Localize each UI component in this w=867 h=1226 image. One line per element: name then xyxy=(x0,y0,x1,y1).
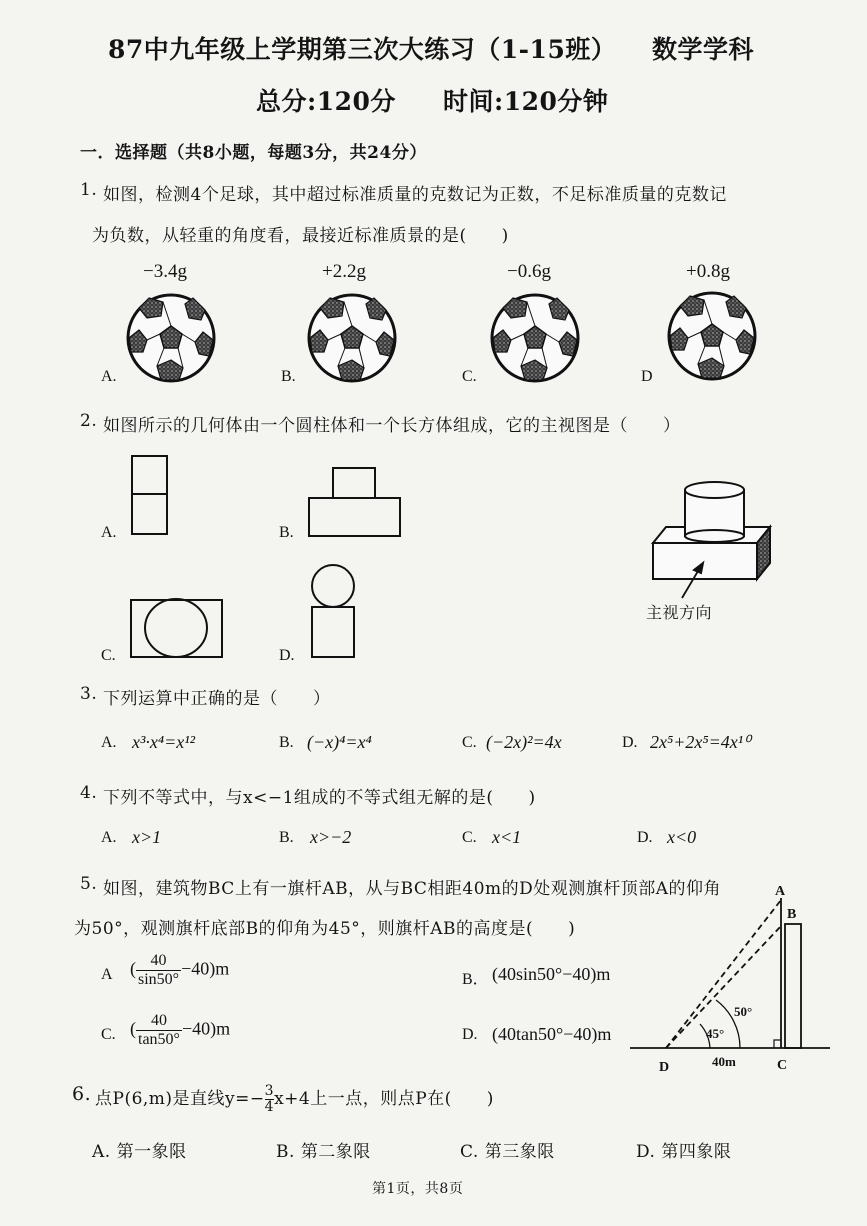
q6-option-c xyxy=(460,1137,555,1162)
q5-option-c-letter: C. xyxy=(101,1026,116,1043)
q3-option-a-letter: A. xyxy=(101,734,117,751)
option-a-view xyxy=(132,456,167,534)
view-direction-label: 主视方向 xyxy=(646,603,713,622)
q2-option-b-letter: B. xyxy=(279,524,294,541)
q6-option-b-text: 第二象限 xyxy=(300,1142,371,1162)
q6-frac-denominator: 4 xyxy=(264,1099,275,1115)
q3-stem: 下列运算中正确的是（ ） xyxy=(103,689,331,709)
q5-a-denominator: sin50° xyxy=(138,971,180,988)
ball-d-weight: +0.8g xyxy=(686,261,730,282)
point-c-label: C xyxy=(777,1058,788,1073)
ball-d-letter: D xyxy=(641,368,653,385)
q4-option-b-expr: x>−2 xyxy=(310,827,352,847)
q5-c-numerator: 40 xyxy=(136,1012,182,1031)
q6-option-d xyxy=(636,1137,731,1162)
q1-stem-line1: 如图，检测4个足球，其中超过标准质量的克数记为正数，不足标准质量的克数记 xyxy=(103,185,727,205)
q4-option-a-expr: x>1 xyxy=(132,827,162,847)
q4-option-d-expr: x<0 xyxy=(667,827,697,847)
q4-option-a-letter: A. xyxy=(101,829,117,846)
q5-a-numerator: 40 xyxy=(136,952,181,971)
q5-stem-line1: 如图，建筑物BC上有一旗杆AB，从与BC相距40m的D处观测旗杆顶部A的仰角 xyxy=(103,879,722,899)
q3-number: 3. xyxy=(80,684,98,704)
q2-number: 2. xyxy=(80,411,98,431)
q3-option-b-letter: B. xyxy=(279,734,294,751)
point-d-label: D xyxy=(659,1060,670,1075)
q2-option-a-letter: A. xyxy=(101,524,117,541)
distance-label: 40m xyxy=(712,1054,736,1069)
q6-frac-numerator: 3 xyxy=(264,1083,275,1099)
q6-option-c-text: 第三象限 xyxy=(484,1142,555,1162)
point-b-label: B xyxy=(787,907,797,922)
option-d-view xyxy=(312,565,354,657)
ball-b-letter: B. xyxy=(281,368,296,385)
q6-option-a xyxy=(92,1137,187,1162)
q6-option-d-text: 第四象限 xyxy=(661,1142,732,1162)
solid-figure xyxy=(653,482,770,598)
q5-a-tail: −40)m xyxy=(181,958,230,979)
q5-option-d-expr: (40tan50°−40)m xyxy=(492,1024,612,1044)
option-b-view xyxy=(309,468,400,536)
q6-option-d-letter: D. xyxy=(636,1142,656,1162)
q4-option-c-expr: x<1 xyxy=(492,827,522,847)
q3-option-d-expr: 2x⁵+2x⁵=4x¹⁰ xyxy=(650,732,751,752)
soccer-ball-d xyxy=(669,293,755,379)
q2-option-c-letter: C. xyxy=(101,647,116,664)
soccer-ball-a xyxy=(128,295,214,381)
total-score: 总分:120分 xyxy=(256,87,396,116)
q4-option-c-letter: C. xyxy=(462,829,477,846)
q3-option-c-letter: C. xyxy=(462,734,477,751)
q6-option-b-letter: B. xyxy=(276,1142,295,1162)
q6-option-b xyxy=(276,1137,371,1162)
soccer-ball-c xyxy=(492,295,578,381)
subject-title: 数学学科 xyxy=(652,35,755,64)
q4-stem: 下列不等式中，与x<−1组成的不等式组无解的是( ) xyxy=(103,788,536,808)
q1-number: 1. xyxy=(80,180,98,200)
q5-option-a-letter: A xyxy=(101,966,113,983)
q3-option-a-expr: x³·x⁴=x¹² xyxy=(132,732,196,752)
q6-stem-pre: 点P(6,m)是直线y=− xyxy=(95,1089,265,1109)
q5-stem-line2: 为50°，观测旗杆底部B的仰角为45°，则旗杆AB的高度是( ) xyxy=(74,919,576,939)
q5-c-denominator: tan50° xyxy=(138,1031,180,1048)
q5-c-tail: −40)m xyxy=(181,1018,231,1039)
q6-stem-post: x+4上一点，则点P在( ) xyxy=(274,1089,494,1109)
ball-c-weight: −0.6g xyxy=(507,261,551,282)
q5-option-b-letter: B． xyxy=(462,971,489,988)
angle-45-label: 45° xyxy=(706,1026,725,1041)
q3-option-c-expr: (−2x)²=4x xyxy=(486,732,562,752)
page-number: 第1页，共8页 xyxy=(372,1181,464,1197)
q4-number: 4. xyxy=(80,783,98,803)
option-c-view xyxy=(131,599,222,657)
q6-option-a-text: 第一象限 xyxy=(116,1142,187,1162)
ball-a-letter: A. xyxy=(101,368,117,385)
q6-stem xyxy=(95,1084,494,1115)
soccer-ball-b xyxy=(309,295,395,381)
exam-title: 87中九年级上学期第三次大练习（1-15班） xyxy=(108,35,617,64)
q1-stem-line2: 为负数，从轻重的角度看，最接近标准质景的是( ) xyxy=(92,226,509,246)
q6-option-a-letter: A. xyxy=(92,1142,111,1162)
point-a-label: A xyxy=(775,884,786,899)
q6-number: 6. xyxy=(72,1083,92,1105)
flagpole-figure xyxy=(630,898,830,1048)
q3-option-b-expr: (−x)⁴=x⁴ xyxy=(307,732,372,752)
time-limit: 时间:120分钟 xyxy=(443,87,609,116)
q3-option-d-letter: D. xyxy=(622,734,638,751)
angle-50-label: 50° xyxy=(734,1004,753,1019)
ball-c-letter: C. xyxy=(462,368,477,385)
q6-option-c-letter: C. xyxy=(460,1142,479,1162)
q4-option-b-letter: B. xyxy=(279,829,294,846)
ball-b-weight: +2.2g xyxy=(322,261,366,282)
q5-number: 5. xyxy=(80,874,98,894)
q5-option-d-letter: D. xyxy=(462,1026,478,1043)
q2-stem: 如图所示的几何体由一个圆柱体和一个长方体组成，它的主视图是（ ） xyxy=(103,416,681,436)
q5-option-c-expr: ( $\frac{40}{\tan 50^\circ}$ −40)m xyxy=(130,1012,231,1048)
q2-option-d-letter: D. xyxy=(279,647,295,664)
section-heading: 一．选择题（共8小题，每题3分，共24分） xyxy=(80,143,427,163)
ball-a-weight: −3.4g xyxy=(143,261,187,282)
q5-option-a-expr: ( $\frac{40}{\sin 50^\circ}$ −40)m xyxy=(130,952,230,988)
q5-option-b-expr: (40sin50°−40)m xyxy=(492,964,611,984)
q4-option-d-letter: D. xyxy=(637,829,653,846)
